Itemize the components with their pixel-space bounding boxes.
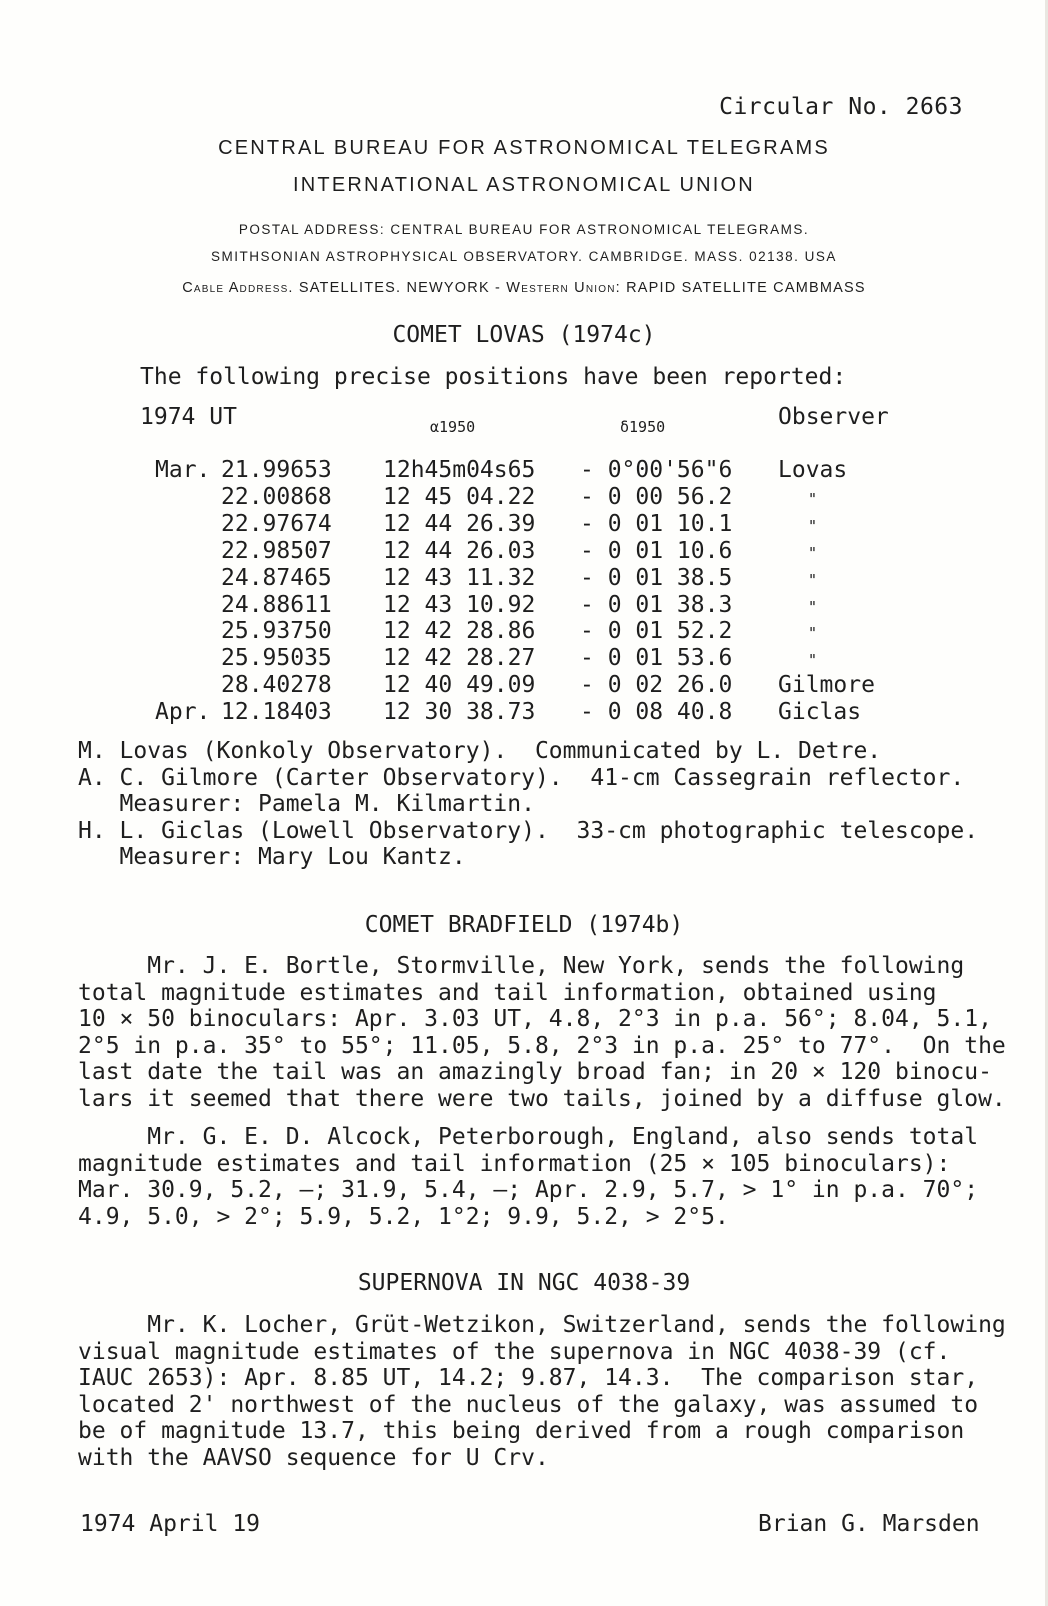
cable-address: Cable Address. SATELLITES. NEWYORK - Western Union: RAPID SATELLITE CAMBMASS <box>182 280 866 296</box>
row-observer: " <box>808 570 818 589</box>
row-ra: 12 45 04.22 <box>383 483 536 510</box>
row-date: 12.18403 <box>221 699 332 726</box>
table-row <box>0 592 1048 619</box>
row-ra: 12 43 10.92 <box>383 591 536 618</box>
row-ra: 12 44 26.03 <box>383 537 536 564</box>
row-observer: Giclas <box>778 699 862 726</box>
table-row <box>0 699 1048 726</box>
row-dec: - 0 01 38.5 <box>580 564 733 591</box>
row-dec: - 0 08 40.8 <box>580 699 733 726</box>
table-row <box>0 565 1048 592</box>
row-date: 28.40278 <box>221 672 332 699</box>
table-row <box>0 645 1048 672</box>
row-dec: - 0 01 38.3 <box>580 591 733 618</box>
row-date: 24.88611 <box>221 591 332 618</box>
col-header-time: 1974 UT <box>140 404 237 430</box>
row-date: 25.95035 <box>221 645 332 672</box>
row-month: Mar. <box>155 457 211 483</box>
row-observer: " <box>808 516 818 535</box>
row-observer: " <box>808 489 818 508</box>
row-ra: 12 40 49.09 <box>383 672 536 699</box>
row-observer: " <box>808 597 818 616</box>
row-dec: - 0 02 26.0 <box>580 672 733 699</box>
table-row <box>0 618 1048 645</box>
bradfield-para-bortle: Mr. J. E. Bortle, Stormville, New York, sends the following total magnitude estimates and tail information, obtained using 10 × 50 binoculars: Apr. 3.03 UT, 4.8, 2°3 in p.a. 56°; 8.04, 5.1, 2°5 in p.a. 35° to 55°; 11.05, 5.8, 2°3 in p.a. 25° to 77°. On the last date the tail was an amazingly broad fan; in 20 × 120 binocu- lars it seemed that there were two tails, joined by a diffuse glow. <box>78 953 1006 1112</box>
postal-address-line-1: POSTAL ADDRESS: CENTRAL BUREAU FOR ASTRONOMICAL TELEGRAMS. <box>238 222 810 237</box>
bradfield-para-alcock: Mr. G. E. D. Alcock, Peterborough, England, also sends total magnitude estimates and tail information (25 × 105 binoculars): Mar. 30.9, 5.2, –; 31.9, 5.4, –; Apr. 2.9, 5.7, > 1° in p.a. 70°; 4.9, 5.0, > 2°; 5.9, 5.2, 1°2; 9.9, 5.2, > 2°5. <box>78 1124 979 1230</box>
lovas-intro: The following precise positions have been reported: <box>140 364 847 390</box>
col-header-ra: α1950 <box>430 418 476 436</box>
row-month: Apr. <box>155 699 211 726</box>
lovas-notes: M. Lovas (Konkoly Observatory). Communicated by L. Detre. A. C. Gilmore (Carter Observatory). 41-cm Cassegrain reflector. Measurer: Pamela M. Kilmartin. H. L. Giclas (Lowell Observatory). 33-cm photographic telescope. Measurer: Mary Lou Kantz. <box>78 738 979 870</box>
row-dec: - 0 01 10.6 <box>580 537 733 564</box>
row-ra: 12 44 26.39 <box>383 510 536 537</box>
row-date: 22.97674 <box>221 510 332 537</box>
row-observer: " <box>808 651 818 670</box>
table-row <box>0 484 1048 511</box>
row-date: 25.93750 <box>221 618 332 645</box>
table-row <box>0 538 1048 565</box>
row-observer: Gilmore <box>778 672 875 699</box>
row-ra: 12h45m04s65 <box>383 457 536 483</box>
col-header-observer: Observer <box>778 404 889 430</box>
row-observer: " <box>808 543 818 562</box>
bureau-title: CENTRAL BUREAU FOR ASTRONOMICAL TELEGRAMS <box>218 137 830 159</box>
issue-date: 1974 April 19 <box>80 1511 261 1537</box>
lovas-title: COMET LOVAS (1974c) <box>392 322 656 348</box>
row-ra: 12 30 38.73 <box>383 699 536 726</box>
row-date: 22.98507 <box>221 537 332 564</box>
row-date: 22.00868 <box>221 483 332 510</box>
row-observer: Lovas <box>778 457 848 483</box>
circular-number: Circular No. 2663 <box>719 94 963 120</box>
supernova-para: Mr. K. Locher, Grüt-Wetzikon, Switzerland, sends the following visual magnitude estimates of the supernova in NGC 4038-39 (cf. IAUC 2653): Apr. 8.85 UT, 14.2; 9.87, 14.3. The comparison star, located 2' northwest of the nucleus of the galaxy, was assumed to be of magnitude 13.7, this being derived from a rough comparison with the AAVSO sequence for U Crv. <box>78 1312 1006 1471</box>
union-title: INTERNATIONAL ASTRONOMICAL UNION <box>293 174 755 196</box>
row-date: 21.99653 <box>221 457 332 483</box>
row-dec: - 0 01 10.1 <box>580 510 733 537</box>
row-dec: - 0 01 53.6 <box>580 645 733 672</box>
row-date: 24.87465 <box>221 564 332 591</box>
row-observer: " <box>808 624 818 643</box>
row-ra: 12 42 28.86 <box>383 618 536 645</box>
row-dec: - 0°00'56"6 <box>580 457 733 483</box>
col-header-dec: δ1950 <box>620 418 666 436</box>
row-ra: 12 43 11.32 <box>383 564 536 591</box>
table-row <box>0 672 1048 699</box>
table-row <box>0 457 1048 484</box>
bradfield-title: COMET BRADFIELD (1974b) <box>364 912 684 938</box>
signature: Brian G. Marsden <box>758 1511 980 1537</box>
postal-address-line-2: SMITHSONIAN ASTROPHYSICAL OBSERVATORY. CAMBRIDGE. MASS. 02138. USA <box>211 249 837 264</box>
supernova-title: SUPERNOVA IN NGC 4038-39 <box>357 1270 691 1296</box>
row-dec: - 0 01 52.2 <box>580 618 733 645</box>
table-row <box>0 511 1048 538</box>
row-dec: - 0 00 56.2 <box>580 483 733 510</box>
row-ra: 12 42 28.27 <box>383 645 536 672</box>
